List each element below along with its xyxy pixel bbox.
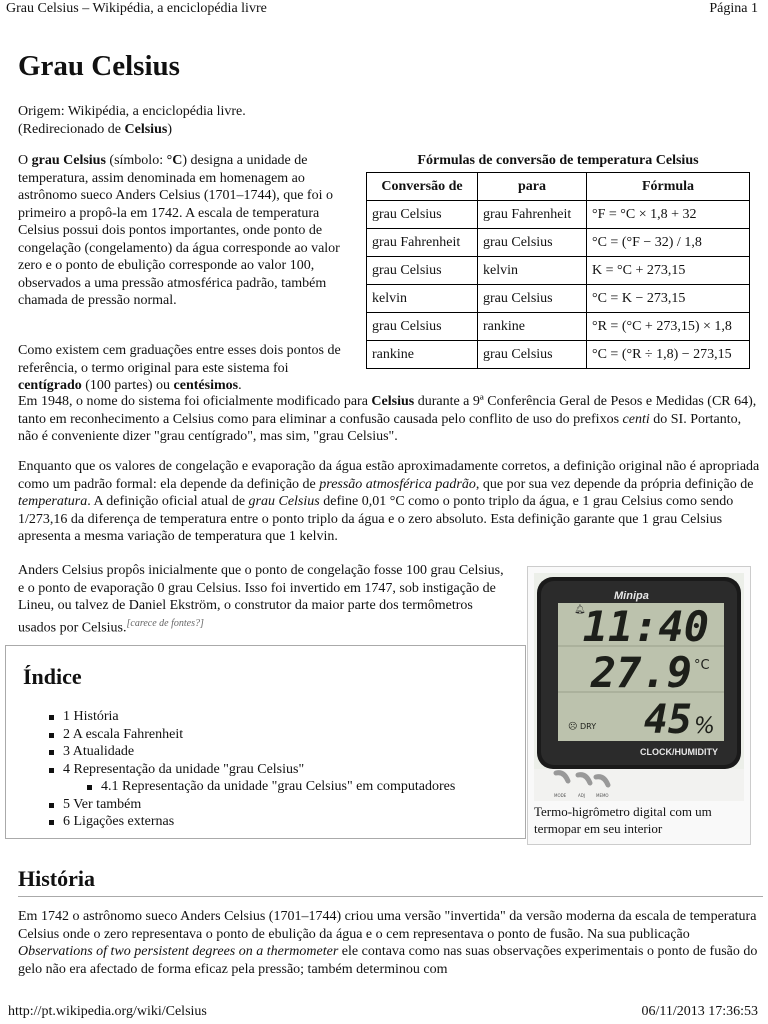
para-text: . A definição oficial atual de	[87, 494, 249, 509]
para-emphasis: centi	[622, 411, 650, 427]
toc-item[interactable]: 4 Representação da unidade "grau Celsius"	[48, 761, 455, 779]
table-cell: °C = K − 273,15	[587, 285, 750, 313]
para-term: Celsius	[371, 394, 415, 409]
table-cell: °C = (°F − 32) / 1,8	[587, 229, 750, 257]
para-emphasis: grau Celsius	[248, 494, 320, 509]
citation-needed-link[interactable]: [carece de fontes?]	[126, 617, 204, 629]
table-cell: °R = (°C + 273,15) × 1,8	[587, 313, 750, 341]
table-header-cell: para	[478, 173, 587, 201]
table-cell: grau Celsius	[367, 313, 478, 341]
para-text: , que por sua vez depende da própria definição de	[475, 476, 754, 492]
toc-item[interactable]: 6 Ligações externas	[48, 813, 455, 831]
table-row	[367, 257, 750, 285]
table-header-cell: Fórmula	[587, 173, 750, 201]
figure-caption: Termo-higrômetro digital com um termopar em seu interior	[534, 804, 712, 836]
toc-subitem[interactable]: 4.1 Representação da unidade "grau Celsius" em computadores	[86, 778, 455, 796]
brand-logo: Minipa	[614, 590, 649, 602]
para-text: Como existem cem graduações entre esses dois pontos de referência, o termo original para este sistema foi	[18, 343, 341, 376]
para-text: define 0,01 °C como o ponto triplo da água, e 1 grau Celsius como sendo 1/273,16 da diferença de temperatura entre o ponto triplo da água e o zero absoluto. Esta definição garante que 1 grau Celsius apresenta a mesma variação de temperatura que 1 kelvin.	[18, 494, 734, 544]
table-cell: grau Celsius	[478, 285, 587, 313]
para-term: centésimos	[173, 378, 239, 393]
para-text: durante a 9ª Conferência Geral de Pesos e Medidas (CR 64), tanto em reconhecimento a Celsius como para eliminar a confusão causada pelo conflito de uso do prefixos	[18, 394, 757, 427]
table-cell: °F = °C × 1,8 + 32	[587, 201, 750, 229]
redirect-suffix: )	[167, 122, 172, 137]
table-of-contents	[5, 645, 526, 839]
lcd-temperature: 27.9	[590, 648, 692, 697]
para-emphasis: temperatura	[18, 494, 88, 509]
thermometer-illustration	[534, 573, 744, 801]
thermometer-photo[interactable]	[534, 573, 744, 801]
table-cell: grau Celsius	[478, 229, 587, 257]
para-text: Anders Celsius propôs inicialmente que o ponto de congelação fosse 100 grau Celsius, e o ponto de evaporação 0 grau Celsius. Isso foi invertido em 1747, sob instigação de Lineu, ou talvez de Daniel Ekström, o construtor da maior parte dos termômetros usados por Celsius.	[18, 563, 504, 636]
table-cell: grau Fahrenheit	[478, 201, 587, 229]
para-text: Em 1742 o astrônomo sueco Anders Celsius (1701–1744) criou uma versão "invertida" da versão moderna da escala de temperatura Celsius onde o zero representava o ponto de ebulição da água e o cem representava o ponto de fusão. Na sua publicação	[18, 909, 757, 942]
table-header-cell: Conversão de	[367, 173, 478, 201]
table-cell: kelvin	[367, 285, 478, 313]
lcd-temp-unit: °C	[694, 658, 710, 673]
table-cell: grau Fahrenheit	[367, 229, 478, 257]
toc-item[interactable]: 1 História	[48, 708, 455, 726]
centigrade-paragraph	[18, 342, 348, 395]
redirect-link[interactable]: Celsius	[124, 122, 168, 137]
toc-item[interactable]: 5 Ver também	[48, 796, 455, 814]
redirect-prefix: (Redirecionado de	[18, 122, 125, 137]
para-text: (100 partes) ou	[81, 378, 174, 393]
publication-title: Observations of two persistent degrees on a thermometer	[18, 944, 339, 959]
celsius-1948-paragraph	[18, 393, 763, 446]
para-text: do SI. Portanto, não é conveniente dizer "grau centígrado", mas sim, "grau Celsius".	[18, 411, 742, 444]
intro-paragraph	[18, 152, 348, 310]
intro-text: (símbolo:	[105, 153, 167, 168]
footer-url[interactable]: http://pt.wikipedia.org/wiki/Celsius	[8, 1004, 207, 1019]
table-cell: °C = (°R ÷ 1,8) − 273,15	[587, 341, 750, 369]
section-divider	[18, 896, 763, 897]
history-note-paragraph	[18, 562, 508, 637]
para-emphasis: pressão atmosférica padrão	[319, 476, 476, 492]
origin-note	[18, 103, 246, 139]
para-text: Enquanto que os valores de congelação e evaporação da água estão aproximadamente corretos, a definição original não é apropriada como um padrão formal: ela depende da definição de	[18, 459, 760, 492]
print-footer	[0, 1004, 768, 1024]
table-cell: rankine	[367, 341, 478, 369]
table-caption: Fórmulas de conversão de temperatura Celsius	[417, 153, 699, 168]
button-label-memo: MEMO	[596, 793, 609, 798]
redirect-note	[18, 121, 246, 139]
table-cell: K = °C + 273,15	[587, 257, 750, 285]
lcd-humidity: 45	[643, 697, 692, 743]
formula-table	[366, 172, 750, 369]
smiley-icon: ☹︎	[568, 722, 578, 732]
para-text: .	[238, 378, 242, 393]
toc-title: Índice	[23, 664, 82, 689]
lcd-humidity-unit: %	[694, 714, 715, 739]
device-label: CLOCK/HUMIDITY	[640, 747, 718, 757]
toc-list	[48, 708, 455, 831]
para-text: ele contava como nas suas observações experimentais o ponto de fusão do gelo não era afectado de forma eficaz pela pressão; também determinou com	[18, 944, 758, 977]
table-header-row	[367, 173, 750, 201]
button-label-adj: ADJ	[578, 793, 585, 798]
definition-paragraph	[18, 458, 763, 546]
bell-icon: 🔔︎	[574, 605, 586, 615]
header-page-number: Página 1	[709, 1, 758, 16]
table-cell: kelvin	[478, 257, 587, 285]
intro-text: ) designa a unidade de temperatura, assim denominada em homenagem ao astrônomo sueco Anders Celsius (1701–1744), que foi o primeiro a propô-la em 1742. A escala de temperatura Celsius possui dois pontos importantes, onde ponto de congelação (congelamento) da água corresponde ao valor zero e o ponto de ebulição corresponde ao valor 100, observados a uma pressão atmosférica padrão, também chamada de pressão normal.	[18, 153, 340, 308]
table-row	[367, 229, 750, 257]
intro-term: grau Celsius	[31, 153, 106, 168]
intro-symbol: °C	[166, 153, 183, 168]
lcd-dry-label: DRY	[580, 722, 597, 731]
table-cell: rankine	[478, 313, 587, 341]
section-heading-historia: História	[18, 866, 95, 891]
toc-item[interactable]: 3 Atualidade	[48, 743, 455, 761]
intro-text: O	[18, 153, 32, 168]
toc-item[interactable]: 2 A escala Fahrenheit	[48, 726, 455, 744]
conversion-table	[366, 153, 750, 369]
table-row	[367, 341, 750, 369]
table-row	[367, 285, 750, 313]
origin-line: Origem: Wikipédia, a enciclopédia livre.	[18, 104, 246, 119]
print-header	[0, 0, 768, 20]
lcd-time: 11:40	[582, 602, 709, 651]
thermometer-figure	[527, 566, 751, 845]
table-row	[367, 201, 750, 229]
button-label-mode: MODE	[554, 793, 567, 798]
footer-datetime: 06/11/2013 17:36:53	[641, 1004, 758, 1019]
para-term: centígrado	[18, 378, 82, 393]
page-title: Grau Celsius	[18, 50, 180, 82]
history-paragraph	[18, 908, 763, 978]
header-title: Grau Celsius – Wikipédia, a enciclopédia livre	[6, 1, 267, 16]
table-row	[367, 313, 750, 341]
table-cell: grau Celsius	[367, 257, 478, 285]
table-cell: grau Celsius	[478, 341, 587, 369]
table-cell: grau Celsius	[367, 201, 478, 229]
para-text: Em 1948, o nome do sistema foi oficialmente modificado para	[18, 394, 372, 409]
